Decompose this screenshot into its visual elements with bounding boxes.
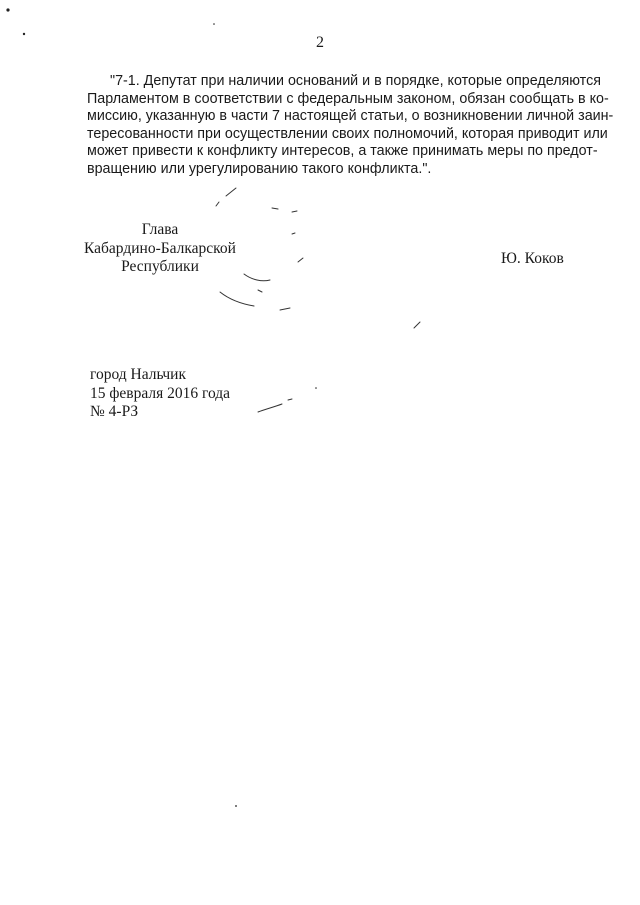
signatory-title-line: Республики xyxy=(121,258,199,275)
amendment-paragraph xyxy=(87,73,614,179)
paragraph-line: Парламентом в соответствии с федеральным законом, обязан сообщать в ко- xyxy=(87,90,609,107)
date-line: 15 февраля 2016 года xyxy=(90,384,231,402)
document-footer xyxy=(90,366,230,422)
paragraph-line: "7-1. Депутат при наличии оснований и в порядке, которые определяются xyxy=(110,73,601,89)
scan-speck xyxy=(6,8,9,11)
signatory-title xyxy=(70,221,250,277)
law-number-line: № 4-РЗ xyxy=(90,403,139,420)
signatory-title-line: Глава xyxy=(141,221,179,238)
scan-speck xyxy=(235,805,237,807)
paragraph-line: миссию, указанную в части 7 настоящей статьи, о возникновении личной заин- xyxy=(87,108,614,125)
scan-speck xyxy=(315,387,317,389)
city-line: город Нальчик xyxy=(90,366,186,383)
page-number: 2 xyxy=(316,34,324,51)
scan-speck xyxy=(213,23,215,25)
paragraph-line: вращению или урегулированию такого конфликта.". xyxy=(87,160,432,177)
signatory-name: Ю. Коков xyxy=(501,250,564,267)
paragraph-line: тересованности при осуществлении своих полномочий, которая приводит или xyxy=(87,125,608,142)
paragraph-line: может привести к конфликту интересов, а также принимать меры по предот- xyxy=(87,143,598,160)
signatory-title-line: Кабардино-Балкарской xyxy=(84,239,236,257)
